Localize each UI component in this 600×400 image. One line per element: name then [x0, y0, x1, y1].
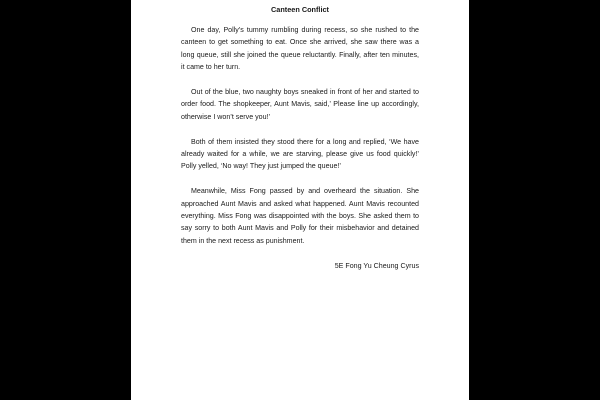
document-page: [131, 0, 469, 400]
author-line: 5E Fong Yu Cheung Cyrus: [334, 261, 419, 270]
paragraph-1: One day, Polly’s tummy rumbling during recess, so she rushed to the canteen to get something to eat. Once she arrived, she saw there was a long queue, still she joined the queue reluctantly. Finally, after ten minutes, it came to her turn.: [181, 26, 419, 72]
paragraph-2: Out of the blue, two naughty boys sneaked in front of her and started to order food. The shopkeeper, Aunt Mavis, said,’ Please line up accordingly, otherwise I won’t serve you!’: [181, 88, 419, 121]
paragraph-3: Both of them insisted they stood there for a long and replied, ‘We have already waited for a while, we are starving, please give us food quickly!’ Polly yelled, ‘No way! They just jumped the queue!’: [181, 137, 419, 171]
document-title: Canteen Conflict: [271, 5, 329, 14]
paragraph-4: Meanwhile, Miss Fong passed by and overheard the situation. She approached Aunt Mavis and asked what happened. Aunt Mavis recounted everything. Miss Fong was disappointed with the boys. She asked them to say sorry to both Aunt Mavis and Polly for their misbehavior and detained them in the next recess as punishment.: [181, 187, 419, 245]
